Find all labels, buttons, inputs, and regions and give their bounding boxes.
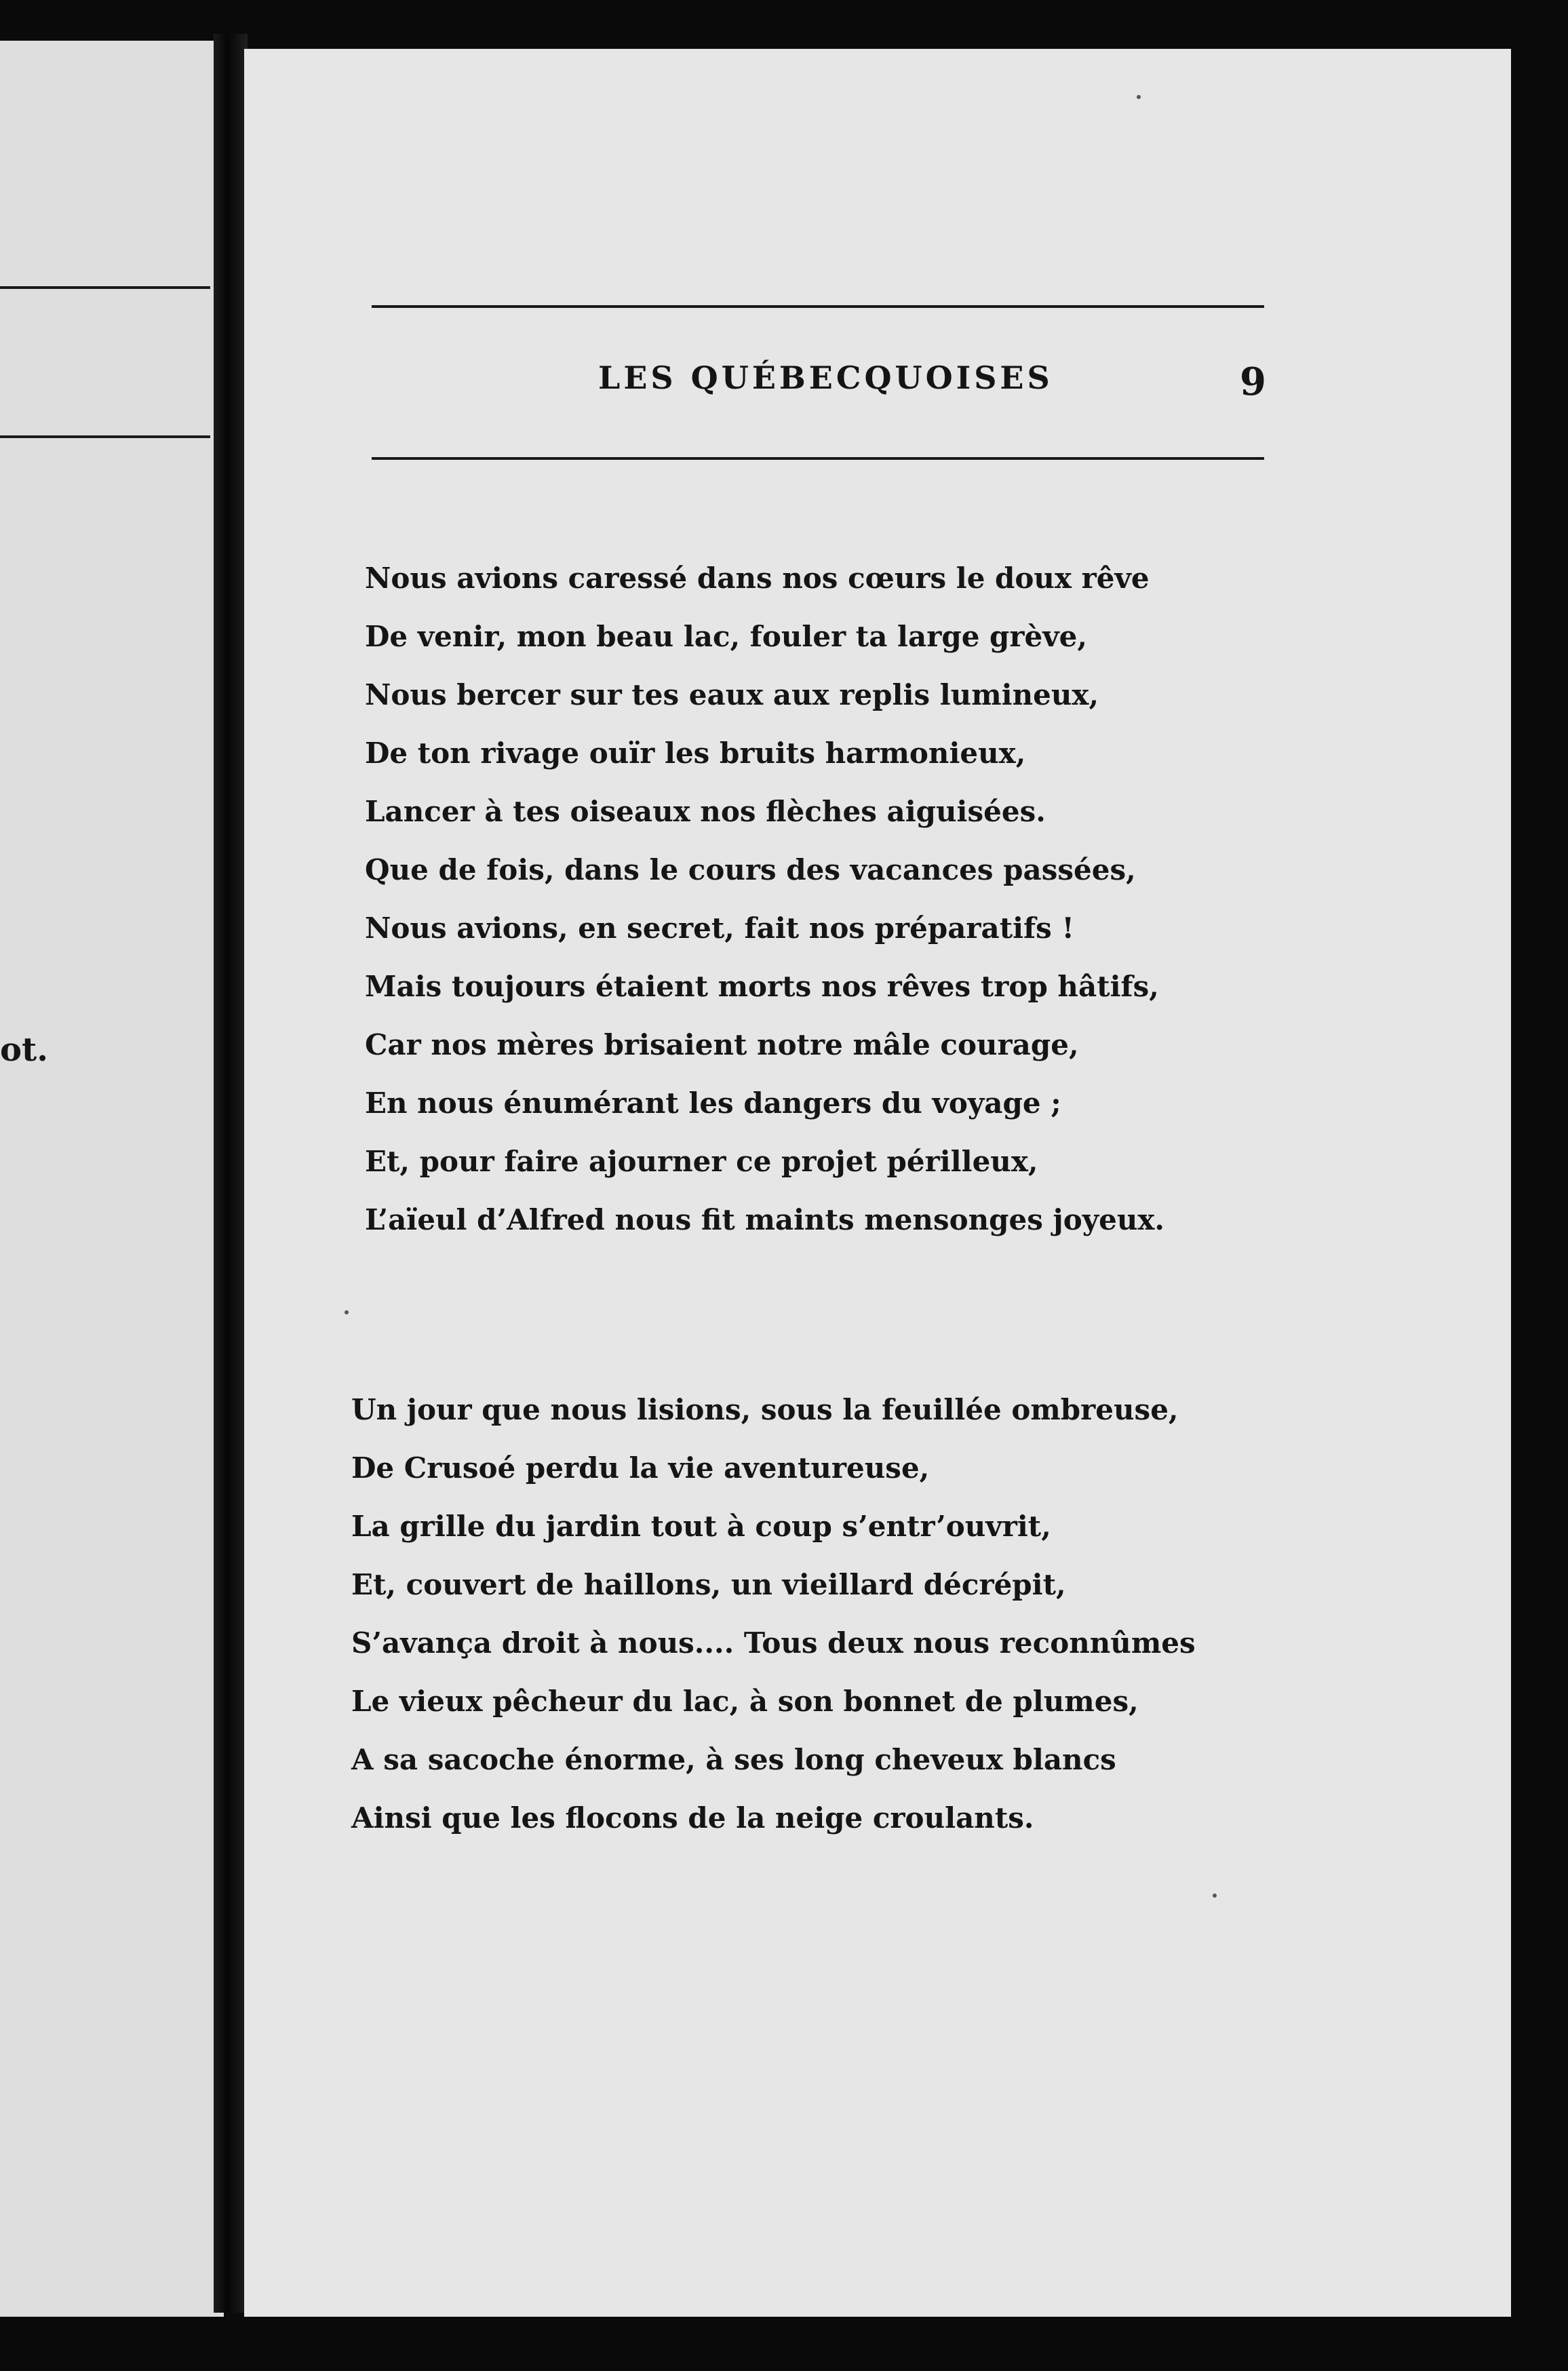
verse-line: S’avança droit à nous.... Tous deux nous reconnûmes [351, 1626, 1196, 1660]
verse-line: Car nos mères brisaient notre mâle courage, [365, 1028, 1079, 1061]
paper-speck [345, 1310, 349, 1314]
verse-line: Ainsi que les flocons de la neige croulants. [351, 1801, 1034, 1835]
verse-line: De venir, mon beau lac, fouler ta large grève, [365, 620, 1088, 653]
verse-line: Le vieux pêcheur du lac, à son bonnet de plumes, [351, 1685, 1139, 1718]
verse-line: En nous énumérant les dangers du voyage ; [365, 1086, 1061, 1120]
paper-speck [1137, 95, 1141, 99]
verse-line: Que de fois, dans le cours des vacances passées, [365, 853, 1136, 886]
verse-line: Un jour que nous lisions, sous la feuillée ombreuse, [351, 1393, 1179, 1426]
binding-gutter [214, 34, 248, 2313]
left-page-rule-top [0, 286, 210, 289]
verse-line: Lancer à tes oiseaux nos flèches aiguisées. [365, 795, 1046, 828]
verse-line: L’aïeul d’Alfred nous fit maints mensonges joyeux. [365, 1203, 1165, 1236]
verse-line: Nous avions caressé dans nos cœurs le doux rêve [365, 562, 1150, 595]
paper-speck [1213, 1894, 1217, 1898]
verse-line: A sa sacoche énorme, à ses long cheveux blancs [351, 1743, 1116, 1776]
header-rule-top [372, 305, 1264, 308]
header-rule-bottom [372, 457, 1264, 460]
verse-line: Mais toujours étaient morts nos rêves trop hâtifs, [365, 970, 1159, 1003]
book-page [244, 49, 1511, 2317]
left-page-fragment: ot. [0, 1031, 48, 1069]
verse-line: Nous avions, en secret, fait nos préparatifs ! [365, 912, 1074, 945]
left-page-rule-bottom [0, 435, 210, 438]
stanza-2 [351, 1381, 1314, 1847]
verse-line: La grille du jardin tout à coup s’entr’ouvrit, [351, 1510, 1051, 1543]
verse-line: Et, couvert de haillons, un vieillard décrépit, [351, 1568, 1066, 1601]
left-facing-page [0, 41, 224, 2317]
verse-line: De Crusoé perdu la vie aventureuse, [351, 1451, 930, 1485]
stanza-1 [365, 549, 1328, 1249]
verse-line: Et, pour faire ajourner ce projet périlleux, [365, 1145, 1038, 1178]
verse-line: De ton rivage ouïr les bruits harmonieux, [365, 737, 1026, 770]
running-title: LES QUÉBECQUOISES [598, 359, 1053, 396]
page-number: 9 [1240, 359, 1266, 404]
verse-line: Nous bercer sur tes eaux aux replis lumineux, [365, 678, 1099, 711]
